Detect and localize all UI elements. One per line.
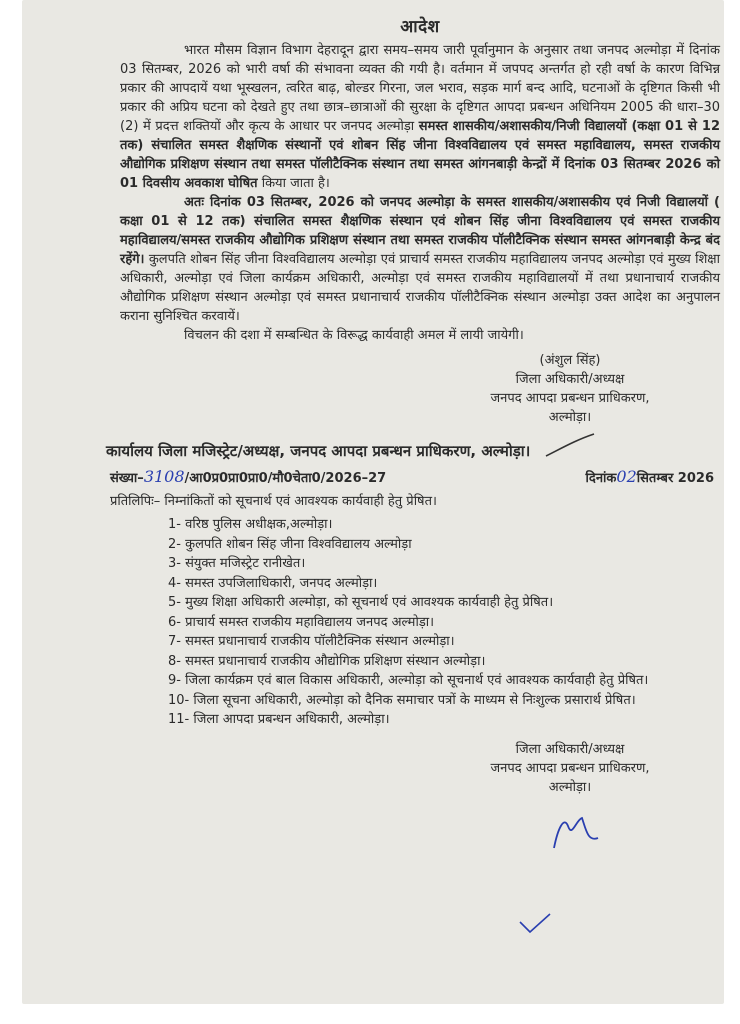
signatory-name: (अंशुल सिंह) <box>539 353 601 368</box>
para3-text: विचलन की दशा में सम्बन्धित के विरूद्ध कार्यवाही अमल में लायी जायेगी। <box>184 328 524 343</box>
copy-to-item: 7- समस्त प्रधानाचार्य राजकीय पॉलीटैक्निक संस्थान अल्मोड़ा। <box>168 634 455 649</box>
order-paragraph-1 <box>120 41 720 193</box>
reference-label: संख्या– <box>110 471 144 486</box>
reference-number <box>110 467 386 486</box>
order-document <box>106 14 721 797</box>
copy-to-item: 1- वरिष्ठ पुलिस अधीक्षक,अल्मोड़ा। <box>168 517 333 532</box>
copy-to-item: 9- जिला कार्यक्रम एवं बाल विकास अधिकारी, अल्मोड़ा को सूचनार्थ एवं आवश्यक कार्यवाही हेतु प्रेषित। <box>168 673 649 688</box>
order-title: आदेश <box>400 17 440 37</box>
copy-to-item: 8- समस्त प्रधानाचार्य राजकीय औद्योगिक प्रशिक्षण संस्थान अल्मोड़ा। <box>168 653 486 669</box>
copy-to-item: 5- मुख्य शिक्षा अधिकारी अल्मोड़ा, को सूचनार्थ एवं आवश्यक कार्यवाही हेतु प्रेषित। <box>168 595 554 610</box>
para2-text: कुलपति शोबन सिंह जीना विश्वविद्यालय अल्मोड़ा एवं प्राचार्य समस्त राजकीय महाविद्यालय जनपद अल्मोड़ा एवं मुख्य शिक्षा अधिकारी, अल्मोड़ा एवं जिला कार्यक्रम अधिकारी, अल्मोड़ा एवं समस्त राजकीय महाविद्यालयों में तथा प्रधानाचार्य राजकीय औद्योगिक प्रशिक्षण संस्थान अल्मोड़ा एवं समस्त प्रधानाचार्य राजकीय पॉलीटैक्निक संस्थान अल्मोड़ा उक्त आदेश का अनुपालन कराना सुनिश्चित करवायें। <box>120 252 720 324</box>
copy-signature-block <box>450 740 690 797</box>
reference-line <box>110 467 714 486</box>
signatory-designation: जिला अधिकारी/अध्यक्ष <box>515 372 625 387</box>
document-page <box>22 0 724 1004</box>
copy-to-item: 6- प्राचार्य समस्त राजकीय महाविद्यालय जनपद अल्मोड़ा। <box>168 614 435 630</box>
date-label: दिनांक <box>585 471 617 486</box>
copy-to-item: 10- जिला सूचना अधिकारी, अल्मोड़ा को दैनिक समाचार पत्रों के माध्यम से निःशुल्क प्रसारार्थ प्रेषित। <box>168 692 636 708</box>
office-heading: कार्यालय जिला मजिस्ट्रेट/अध्यक्ष, जनपद आपदा प्रबन्धन प्राधिकरण, अल्मोड़ा। <box>106 442 531 460</box>
order-paragraph-3 <box>120 326 720 345</box>
handwritten-ref-number: 3108 <box>143 467 185 486</box>
copy-signatory-place: अल्मोड़ा। <box>548 779 592 795</box>
para2-bold: अतः दिनांक 03 सितम्बर, 2026 को जनपद अल्मोड़ा के समस्त शासकीय/अशासकीय एवं निजी विद्यालयों ( कक्षा 01 से 12 तक) संचालित समस्त शैक्षणिक संस्थान एवं शोबन सिंह जीना विश्वविद्यालय एवं समस्त राजकीय महाविद्यालय/समस्त राजकीय औद्योगिक प्रशिक्षण संस्थान तथा समस्त राजकीय पॉलीटैक्निक संस्थान समस्त आंगनबाड़ी केन्द्र बंद रहेंगे। <box>120 195 720 267</box>
copy-to-item: 4- समस्त उपजिलाधिकारी, जनपद अल्मोड़ा। <box>168 575 378 591</box>
para1-end: किया जाता है। <box>261 176 330 191</box>
order-paragraph-2 <box>120 193 720 326</box>
tick-scribble-icon <box>516 910 556 936</box>
signatory-authority: जनपद आपदा प्रबन्धन प्राधिकरण, <box>490 391 650 406</box>
copy-to-item: 3- संयुक्त मजिस्ट्रेट रानीखेत। <box>168 556 306 571</box>
para1-bold: समस्त शासकीय/अशासकीय/निजी विद्यालयों (कक्षा 01 से 12 तक) संचालित समस्त शैक्षणिक संस्थानों एवं शोबन सिंह जीना विश्वविद्यालय एवं समस्त महाविद्यालय, समस्त राजकीय औद्योगिक प्रशिक्षण संस्थान तथा समस्त पॉलीटैक्निक संस्थान तथा समस्त आंगनबाड़ी केन्द्रों में दिनांक 03 सितम्बर 2026 को 01 दिवसीय अवकाश घोषित <box>120 119 721 191</box>
initials-scribble-icon <box>542 808 612 858</box>
copy-to-intro: प्रतिलिपिः– निम्नांकितों को सूचनार्थ एवं आवश्यक कार्यवाही हेतु प्रेषित। <box>110 494 437 509</box>
reference-date <box>586 467 714 486</box>
order-signature-block <box>450 351 690 427</box>
signature-scribble-icon <box>542 430 612 460</box>
handwritten-date: 02 <box>616 467 637 486</box>
copy-to-list <box>120 515 720 730</box>
copy-to-item: 2- कुलपति शोबन सिंह जीना विश्वविद्यालय अल्मोड़ा <box>168 536 412 552</box>
date-month-year: सितम्बर 2026 <box>636 471 714 486</box>
copy-to-item: 11- जिला आपदा प्रबन्धन अधिकारी, अल्मोड़ा। <box>168 712 390 727</box>
para1-text: भारत मौसम विज्ञान विभाग देहरादून द्वारा समय–समय जारी पूर्वानुमान के अनुसार तथा जनपद अल्मोड़ा में दिनांक 03 सितम्बर, 2026 को भारी वर्षा की संभावना व्यक्त की गयी है। वर्तमान में जपपद अन्तर्गत हो रही वर्षा के कारण विभिन्न प्रकार की आपदायें यथा भूस्खलन, त्वरित बाढ़, बोल्डर गिरना, जल भराव, सड़क मार्ग बन्द आदि, घटनाओं के दृष्टिगत किसी भी प्रकार की अप्रिय घटना को देखते हुए तथा छात्र–छात्राओं की सुरक्षा के दृष्टिगत आपदा प्रबन्धन अधिनियम 2005 की धारा–30 (2) में प्रदत्त शक्तियों और कृत्य के आधार पर जनपद अल्मोड़ा <box>120 43 720 134</box>
reference-code: /आ0प्र0प्रा0प्रा0/मौ0चेता0/2026–27 <box>184 471 387 486</box>
copy-signatory-authority: जनपद आपदा प्रबन्धन प्राधिकरण, <box>490 760 650 776</box>
signatory-place: अल्मोड़ा। <box>548 410 592 425</box>
copy-signatory-designation: जिला अधिकारी/अध्यक्ष <box>515 741 625 757</box>
